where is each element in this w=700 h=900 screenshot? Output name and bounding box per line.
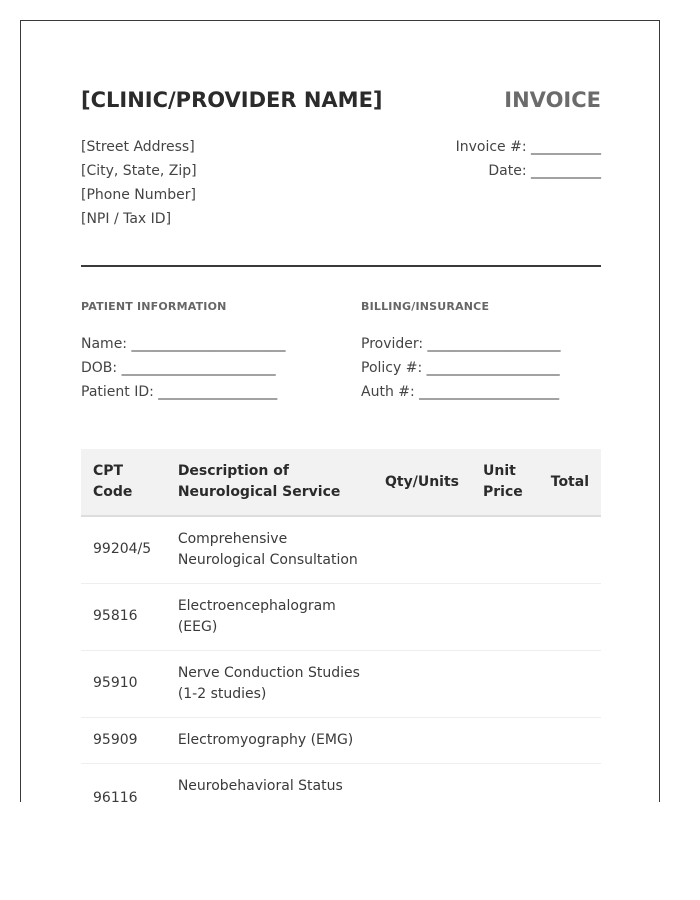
- cpt-code-cell: 95910: [81, 650, 166, 717]
- table-row: [81, 583, 601, 650]
- billing-heading: BILLING/INSURANCE: [361, 300, 490, 313]
- total-cell[interactable]: [539, 583, 601, 650]
- clinic-address: [81, 135, 197, 231]
- total-cell[interactable]: [539, 516, 601, 583]
- qty-cell[interactable]: [373, 650, 471, 717]
- services-table: [81, 449, 601, 802]
- description-cell: Neurobehavioral Status: [166, 763, 373, 802]
- unit-price-cell[interactable]: [471, 516, 539, 583]
- header-qty-units: Qty/Units: [373, 449, 471, 516]
- total-cell[interactable]: [539, 717, 601, 763]
- qty-cell[interactable]: [373, 763, 471, 802]
- header-divider: [81, 265, 601, 267]
- table-row: [81, 763, 601, 802]
- qty-cell[interactable]: [373, 717, 471, 763]
- cpt-code-cell: 95909: [81, 717, 166, 763]
- invoice-date-field[interactable]: Date: __________: [488, 163, 601, 179]
- table-row: [81, 650, 601, 717]
- header-total: Total: [539, 449, 601, 516]
- address-phone: [Phone Number]: [81, 187, 196, 203]
- billing-auth-field[interactable]: Auth #: ____________________: [361, 384, 560, 400]
- invoice-sheet: [20, 20, 660, 802]
- description-cell: Nerve Conduction Studies (1-2 studies): [166, 650, 373, 717]
- clinic-name: [CLINIC/PROVIDER NAME]: [81, 88, 383, 112]
- billing-policy-field[interactable]: Policy #: ___________________: [361, 360, 560, 376]
- patient-fields: [81, 332, 285, 404]
- unit-price-cell[interactable]: [471, 717, 539, 763]
- patient-name-field[interactable]: Name: ______________________: [81, 336, 286, 352]
- table-row: [81, 717, 601, 763]
- table-header-row: [81, 449, 601, 516]
- unit-price-cell[interactable]: [471, 763, 539, 802]
- unit-price-cell[interactable]: [471, 583, 539, 650]
- description-cell: Comprehensive Neurological Consultation: [166, 516, 373, 583]
- cpt-code-cell: 96116: [81, 763, 166, 802]
- table-row: [81, 516, 601, 583]
- invoice-number-field[interactable]: Invoice #: __________: [455, 139, 601, 155]
- patient-info-heading: PATIENT INFORMATION: [81, 300, 227, 313]
- billing-fields: [361, 332, 561, 404]
- billing-provider-field[interactable]: Provider: ___________________: [361, 336, 561, 352]
- header-description: Description of Neurological Service: [166, 449, 373, 516]
- address-street: [Street Address]: [81, 139, 195, 155]
- patient-id-field[interactable]: Patient ID: _________________: [81, 384, 278, 400]
- total-cell[interactable]: [539, 650, 601, 717]
- qty-cell[interactable]: [373, 516, 471, 583]
- invoice-meta: [456, 135, 601, 183]
- cpt-code-cell: 99204/5: [81, 516, 166, 583]
- patient-dob-field[interactable]: DOB: ______________________: [81, 360, 276, 376]
- qty-cell[interactable]: [373, 583, 471, 650]
- header-cpt-code: CPT Code: [81, 449, 166, 516]
- description-cell: Electromyography (EMG): [166, 717, 373, 763]
- unit-price-cell[interactable]: [471, 650, 539, 717]
- invoice-title: INVOICE: [504, 88, 601, 112]
- description-cell: Electroencephalogram (EEG): [166, 583, 373, 650]
- address-city: [City, State, Zip]: [81, 163, 197, 179]
- total-cell[interactable]: [539, 763, 601, 802]
- header-unit-price: Unit Price: [471, 449, 539, 516]
- address-npi: [NPI / Tax ID]: [81, 211, 172, 227]
- cpt-code-cell: 95816: [81, 583, 166, 650]
